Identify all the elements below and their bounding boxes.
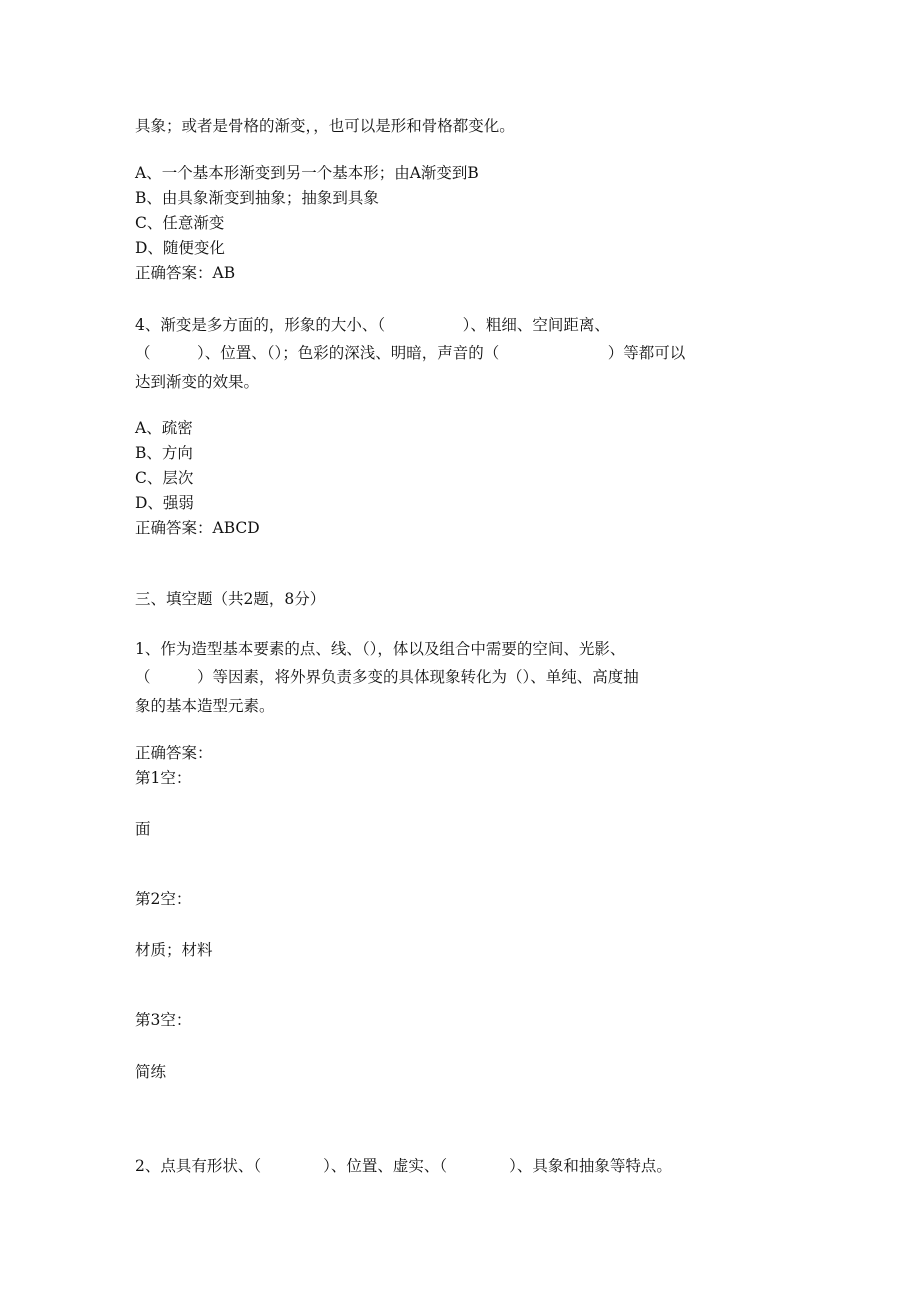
q4-text-line-3: 达到渐变的效果。 xyxy=(135,373,260,391)
q3-answer: 正确答案：AB xyxy=(135,264,236,282)
q4-text-line-1: 4、渐变是多方面的，形象的大小、（ ）、粗细、空间距离、 xyxy=(135,316,610,334)
blank-2-value: 材质；材料 xyxy=(135,941,213,959)
q4-option-b: B、方向 xyxy=(135,444,193,462)
q3-option-a: A、一个基本形渐变到另一个基本形；由A渐变到B xyxy=(135,164,479,182)
q4-option-d: D、强弱 xyxy=(135,494,194,512)
intro-text: 具象；或者是骨格的渐变，，也可以是形和骨格都变化。 xyxy=(135,117,515,135)
q3-option-b: B、由具象渐变到抽象；抽象到具象 xyxy=(135,189,379,207)
q4-text-line-2: （ ）、位置、（）；色彩的深浅、明暗，声音的（ ）等都可以 xyxy=(135,344,686,362)
q3-option-c: C、任意渐变 xyxy=(135,214,225,232)
fill-q1-answer-label: 正确答案： xyxy=(135,744,213,762)
fill-q2-text-line-1: 2、点具有形状、（ ）、位置、虚实、（ ）、具象和抽象等特点。 xyxy=(135,1157,672,1175)
q3-option-d: D、随便变化 xyxy=(135,239,225,257)
fill-q1-text-line-1: 1、作为造型基本要素的点、线、（），体以及组合中需要的空间、光影、 xyxy=(135,640,626,658)
fill-q1-text-line-2: （ ）等因素，将外界负责多变的具体现象转化为（）、单纯、高度抽 xyxy=(135,668,639,686)
q4-option-c: C、层次 xyxy=(135,469,194,487)
blank-1-value: 面 xyxy=(135,820,151,838)
blank-2-label: 第2空： xyxy=(135,890,192,908)
fill-q1-text-line-3: 象的基本造型元素。 xyxy=(135,697,275,715)
blank-3-label: 第3空： xyxy=(135,1011,192,1029)
q4-answer: 正确答案：ABCD xyxy=(135,519,260,537)
blank-3-value: 简练 xyxy=(135,1063,167,1081)
section-title: 三、填空题（共2题，8分） xyxy=(135,590,326,608)
q4-option-a: A、疏密 xyxy=(135,419,193,437)
blank-1-label: 第1空： xyxy=(135,769,192,787)
